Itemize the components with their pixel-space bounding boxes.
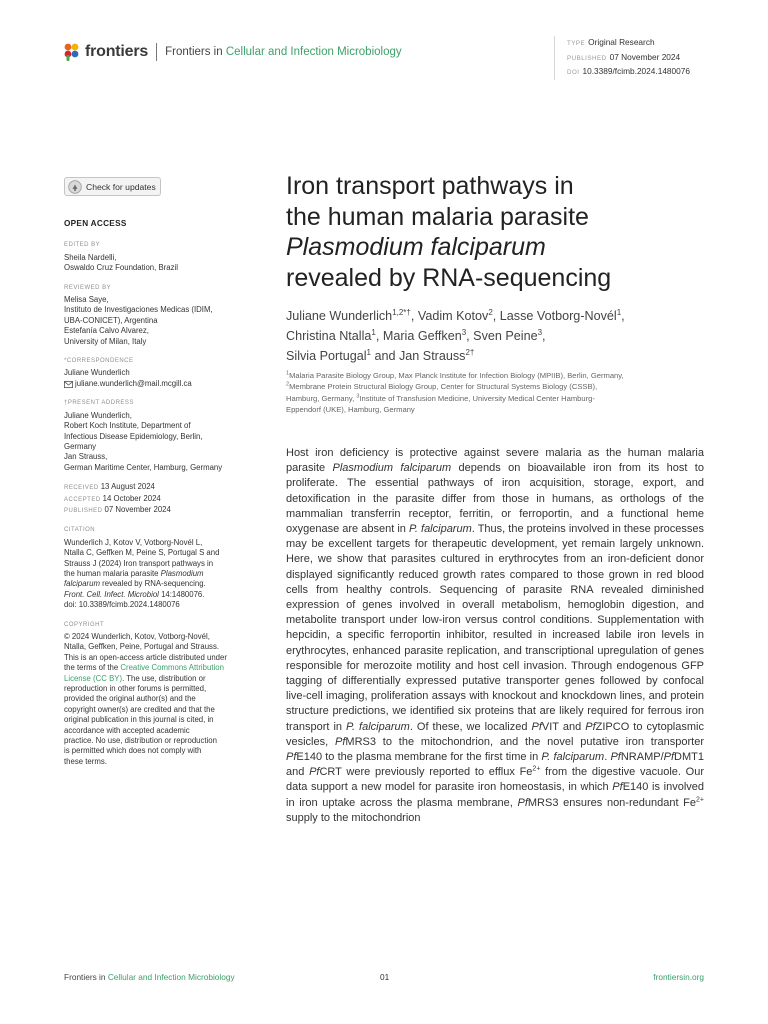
envelope-icon: [64, 381, 73, 388]
article-title: Iron transport pathways in the human malaria parasite Plasmodium falciparum revealed by RNA-sequencing: [286, 172, 612, 292]
received-date: RECEIVED 13 August 2024: [64, 482, 155, 492]
reviewed-by-section: REVIEWED BY Melisa Saye, Instituto de Investigaciones Medicas (IDIM, UBA-CONICET), Argentina Estefanía Calvo Alvarez, University of Milan, Italy: [64, 284, 213, 346]
article-meta: [554, 36, 690, 80]
citation-section: CITATION Wunderlich J, Kotov V, Votborg-Novél L, Ntalla C, Geffken M, Peine S, Portugal S and Strauss J (2024) Iron transport pathways in the human malaria parasite Plasmodium falciparum revealed by RNA-sequencing. Front. Cell. Infect. Microbiol 14:1480076. doi: 10.3389/fcimb.2024.1480076: [64, 525, 260, 610]
journal-header: [64, 41, 402, 63]
journal-prefix: Frontiers in: [165, 46, 223, 58]
journal-title: Cellular and Infection Microbiology: [225, 46, 402, 58]
check-for-updates-button[interactable]: [64, 177, 161, 196]
citation-doi: doi: 10.3389/fcimb.2024.1480076: [64, 600, 180, 610]
cc-license-link[interactable]: Creative Commons Attribution: [120, 663, 224, 673]
brand-wordmark[interactable]: frontiers: [85, 43, 149, 60]
check-for-updates-label: Check for updates: [86, 181, 156, 192]
footer-site-link[interactable]: frontiersin.org: [653, 972, 704, 982]
correspondence-email-link[interactable]: juliane.wunderlich@mail.mcgill.ca: [64, 379, 260, 389]
author-name[interactable]: Christina Ntalla: [286, 329, 372, 343]
author-list: Juliane Wunderlich$^{1,2*\dagger}$, Vadim Kotov$^2$, Lasse Votborg-Novél$^1$, Christina Ntalla$^1$, Maria Geffken$^3$, Sven Peine$^3$, Silvia Portugal$^1$ and Jan Strauss$^{2\dagger}$: [286, 307, 625, 363]
author-name[interactable]: Vadim Kotov: [417, 309, 489, 323]
open-access-label: OPEN ACCESS: [64, 219, 127, 228]
journal-name[interactable]: [165, 46, 402, 58]
correspondence-section: *CORRESPONDENCE Juliane Wunderlich juliane.wunderlich@mail.mcgill.ca: [64, 356, 260, 389]
author-name[interactable]: Jan Strauss: [398, 349, 466, 363]
article-sidebar: [64, 219, 260, 776]
author-name[interactable]: Silvia Portugal: [286, 349, 367, 363]
author-name[interactable]: Lasse Votborg-Novél: [499, 309, 617, 323]
page-number: 01: [380, 972, 390, 982]
present-address-section: †PRESENT ADDRESS Juliane Wunderlich, Robert Koch Institute, Department of Infectious Disease Epidemiology, Berlin, Germany Jan Strauss, German Maritime Center, Hamburg, Germany: [64, 400, 223, 472]
dates-section: [64, 482, 260, 516]
author-name[interactable]: Juliane Wunderlich: [286, 309, 393, 323]
doi[interactable]: DOI 10.3389/fcimb.2024.1480076: [567, 66, 691, 76]
author-name[interactable]: Sven Peine: [473, 329, 538, 343]
sidebar-published-date: PUBLISHED 07 November 2024: [64, 504, 171, 514]
author-name[interactable]: Maria Geffken: [382, 329, 462, 343]
accepted-date: ACCEPTED 14 October 2024: [64, 493, 161, 503]
abstract-text: Host iron deficiency is protective against severe malaria as the human malaria parasite Plasmodium falciparum depends on bioavailable iron from its host to proliferate. The essential pathways of iron acquisition, storage, export, and detoxification in the parasite differ from those in humans, as orthologs of the mammalian transferrin receptor, ferritin, or ferroportin, and a functional heme oxygenase are absent in P. falciparum. Thus, the proteins involved in these processes may be excellent targets for therapeutic development, yet remain largely unknown. Here, we show that parasites cultured in erythrocytes from an iron-deficient donor displayed significantly reduced growth rates compared to those grown in red blood cells from healthy controls. Sequencing of parasite RNA revealed diminished expression of genes involved in overall metabolism, hemoglobin digestion, and metabolite transport under low-iron versus control conditions. Supplementation with hepcidin, a specific ferroportin inhibitor, resulted in increased labile iron levels in erythrocytes, enhanced parasite replication, and transcriptional upregulation of genes responsible for merozoite motility and host cell invasion. Through endogenous GFP tagging of differentially expressed putative transporter genes followed by confocal live-cell imaging, proliferation assays with knockout and knockdown lines, and protein structure predictions, we identified six proteins that are likely required for ferrous iron transport in P. falciparum. Of these, we localized PfVIT and PfZIPCO to cytoplasmic vesicles, PfMRS3 to the mitochondrion, and the novel putative iron transporter PfE140 to the plasma membrane for the first time in P. falciparum. PfNRAMP/PfDMT1 and PfCRT were previously reported to efflux $Fe^{2+}$ from the digestive vacuole. Our data support a new model for parasite iron homeostasis, in which PfE140 is involved in iron uptake across the plasma membrane, PfMRS3 ensures non-redundant $Fe^{2+}$ supply to the mitochondrion: [286, 447, 705, 824]
header-divider: [156, 43, 157, 61]
cc-license-link-cont[interactable]: License (CC BY): [64, 673, 123, 683]
footer-journal[interactable]: Frontiers in Cellular and Infection Microbiology: [64, 972, 235, 982]
author-affiliations: $^1$Malaria Parasite Biology Group, Max Planck Institute for Infection Biology (MPIIB), Berlin, Germany, $^2$Membrane Protein Structural Biology Group, Center for Structural Systems Biology (CSSB), Hamburg, Germany, $^3$Institute of Transfusion Medicine, University Medical Center Hamburg- Eppendorf (UKE), Hamburg, Germany: [286, 370, 624, 415]
frontiers-logo-icon: [64, 43, 80, 61]
check-for-updates-icon: [68, 180, 82, 194]
article-type: TYPE Original Research: [567, 37, 655, 47]
edited-by-section: EDITED BY Sheila Nardelli, Oswaldo Cruz Foundation, Brazil: [64, 242, 178, 273]
copyright-section: COPYRIGHT © 2024 Wunderlich, Kotov, Votborg-Novél, Ntalla, Geffken, Peine, Portugal and Strauss. This is an open-access article distributed under the terms of the Creative Commons Attribution License (CC BY). The use, distribution or reproduction in other forums is permitted, provided the original author(s) and the copyright owner(s) are credited and that the original publication in this journal is cited, in accordance with accepted academic practice. No use, distribution or reproduction is permitted which does not comply with these terms.: [64, 621, 227, 766]
published-date: PUBLISHED 07 November 2024: [567, 51, 681, 62]
